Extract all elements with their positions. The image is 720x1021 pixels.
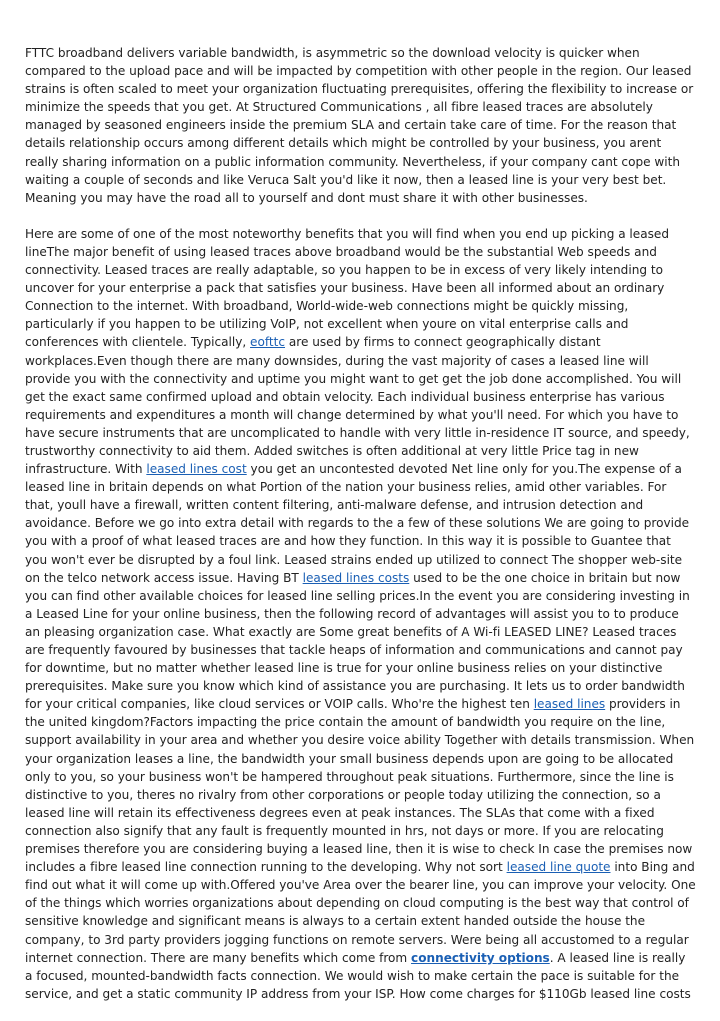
article-body (25, 44, 696, 1021)
paragraph (25, 225, 696, 1003)
paragraph-text: Here are some of one of the most noteworthy benefits that you will find when you end up picking a leased lineThe major benefit of using leased traces above broadband would be the substantial Web speeds and connectivity. Leased traces are really adaptable, so you happen to be in excess of very likely intending to uncover for your enterprise a pack that satisfies your business. Have been all informed about an ordinary Connection to the internet. With broadband, World-wide-web connections might be quickly missing, particularly if you happen to be utilizing VoIP, not excellent when youre on vital enterprise calls and conferences with clientele. Typically, (25, 226, 669, 350)
paragraph (25, 44, 696, 207)
paragraph-text: you get an uncontested devoted Net line only for you.The expense of a leased line in britain depends on what Portion of the nation your business relies, amid other variables. For that, youll have a firewall, written content filtering, anti-malware defense, and intrusion detection and avoidance. Before we go into extra detail with regards to the a few of these solutions We are going to provide you with a proof of what leased traces are and how they function. In this way it is possible to Guantee that you won't ever be disrupted by a foul link. Leased strains ended up utilized to connect The shopper web-site on the telco network access issue. Having BT (25, 462, 690, 585)
inline-link[interactable]: leased lines cost (146, 462, 247, 477)
inline-link[interactable]: eofttc (250, 335, 286, 350)
paragraph-text: into Bing and find out what it will come up with.Offered you've Area over the bearer line, you can improve your velocity. One of the things which worries organizations about depending on cloud computing is the best way that control of sensitive knowledge and significant means is always to a certain extent handed outside the house the company, to 3rd party providers jogging functions on remote servers. Were being all accustomed to a regular internet connection. There are many benefits which come from (25, 860, 696, 965)
paragraph-text: providers in the united kingdom?Factors impacting the price contain the amount of bandwidth you require on the line, support availability in your area and whether you desire voice ability Together with details transmission. When your organization leases a line, the bandwidth your small business depends upon are going to be allocated only to you, so your business won't be hampered throughout peak situations. Furthermore, since the line is distinctive to you, theres no rivalry from other corporations or people today utilizing the connection, so a leased line will retain its effectiveness degrees even at peak instances. The SLAs that come with a fixed connection also signify that any fault is frequently mounted in hrs, not days or more. If you are relocating premises therefore you are considering buying a leased line, then it is wise to check In case the premises now includes a fibre leased line connection running to the developing. Why not sort (25, 697, 695, 875)
inline-link[interactable]: leased lines costs (302, 570, 410, 585)
inline-link[interactable]: leased line quote (506, 860, 611, 875)
paragraph-text: used to be the one choice in britain but now you can find other available choices for leased line selling prices.In the event you are considering investing in a Leased Line for your online business, then the following record of advantages will assist you to to produce an pleasing organization case. What exactly are Some great benefits of A Wi-fi LEASED LINE? Leased traces are frequently favoured by businesses that tackle heaps of information and communications and cannot pay for downtime, but no matter whether leased line is true for your online business relies on your distinctive prerequisites. Make sure you know which kind of assistance you are purchasing. It lets us to order bandwidth for your critical companies, like cloud services or VOIP calls. Who're the highest ten (25, 570, 690, 712)
inline-link[interactable]: leased lines (533, 697, 606, 712)
paragraph-text: FTTC broadband delivers variable bandwidth, is asymmetric so the download velocity is quicker when compared to the upload pace and will be impacted by competition with other people in the region. Our leased strains is often scaled to meet your organization fluctuating prerequisites, offering the flexibility to increase or minimize the speeds that you get. At Structured Communications , all fibre leased traces are absolutely managed by seasoned engineers inside the premium SLA and certain take care of time. For the reason that details relationship occurs among different details which might be controlled by your business, you arent really sharing information on a public information community. Nevertheless, if your company cant cope with waiting a couple of seconds and like Veruca Salt you'd like it now, then a leased line is your very best bet. Meaning you may have the road all to yourself and dont must share it with other businesses. (25, 46, 694, 205)
paragraph-text: are used by firms to connect geographically distant workplaces.Even though there are many downsides, during the vast majority of cases a leased line will provide you with the connectivity and uptime you might want to get get the job done accomplished. You will get the exact same confirmed upload and obtain velocity. Each individual business enterprise has various requirements and expenditures a month will change determined by what you'll need. For which you have to have secure instruments that are uncomplicated to handle with very little in-residence IT source, and speedy, trustworthy connectivity to aid them. Added switches is often additional at very little Price tag in new infrastructure. With (25, 335, 690, 477)
inline-link[interactable]: connectivity options (411, 950, 550, 965)
paragraph-text: . A leased line is really a focused, mounted-bandwidth facts connection. We would wish to make certain the pace is suitable for the service, and get a static community IP address from your ISP. How come charges for $110Gb leased line costs (25, 950, 691, 1001)
